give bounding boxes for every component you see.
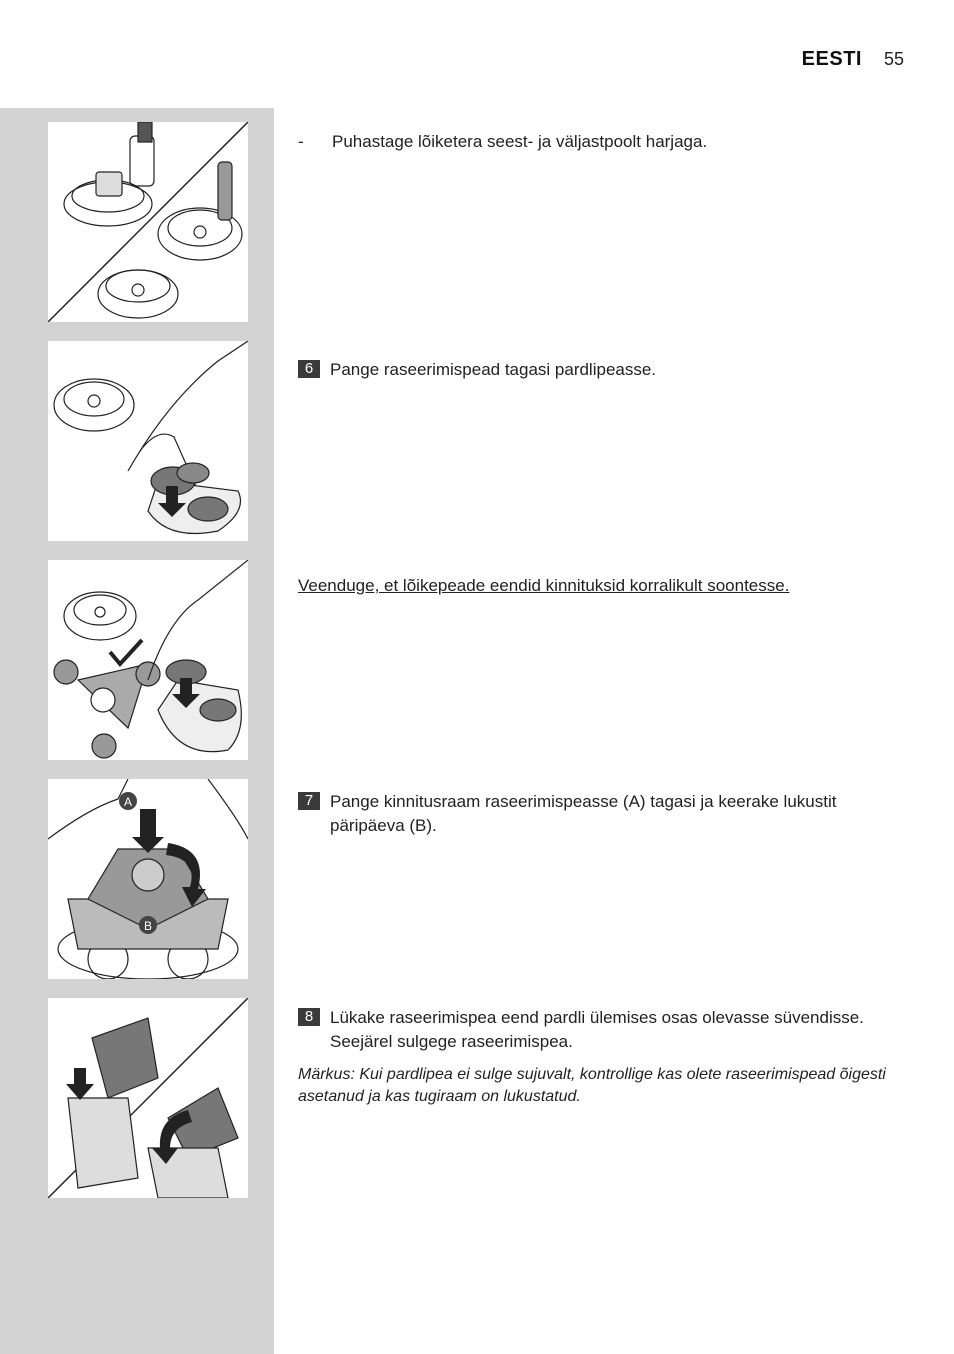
note-text: Märkus: Kui pardlipea ei sulge sujuvalt, kontrollige kas olete raseerimispead õigesti asetanud ja kas tugiraam on lukustatud. — [298, 1066, 886, 1105]
panel-pointer — [248, 122, 274, 148]
step-number: 7 — [298, 792, 320, 810]
page-number: 55 — [883, 49, 904, 69]
tip-notches — [298, 574, 908, 598]
check-notches-drawing — [48, 560, 248, 760]
illustration-retaining-frame — [48, 779, 248, 979]
page-header — [802, 48, 904, 71]
step-7 — [298, 790, 908, 838]
illustration-insert-heads — [48, 341, 248, 541]
step-number: 6 — [298, 360, 320, 378]
step-6 — [298, 358, 908, 382]
bullet-text: Puhastage lõiketera seest- ja väljastpoolt harjaga. — [332, 132, 708, 151]
bullet-cleaning — [298, 130, 908, 154]
step-text: Lükake raseerimispea eend pardli ülemises osas olevasse süvendisse. Seejärel sulgege raseerimispea. — [330, 1008, 864, 1051]
panel-pointer — [248, 560, 274, 586]
illustration-cleaning-brush — [48, 122, 248, 322]
language-label: EESTI — [801, 48, 862, 70]
panel-pointer — [248, 779, 274, 805]
step-8 — [298, 1006, 908, 1108]
step-text: Pange raseerimispead tagasi pardlipeasse. — [330, 360, 657, 379]
retaining-frame-drawing — [48, 779, 248, 979]
step-text: Pange kinnitusraam raseerimispeasse (A) tagasi ja keerake lukustit päripäeva (B). — [330, 792, 837, 835]
bullet-marker: - — [298, 132, 304, 151]
tip-text: Veenduge, et lõikepeade eendid kinnituksid korralikult soontesse. — [298, 576, 790, 595]
step-number: 8 — [298, 1008, 320, 1026]
label-b: B — [143, 919, 153, 933]
illustration-check-notches — [48, 560, 248, 760]
label-a: A — [123, 795, 133, 809]
illustration-close-head — [48, 998, 248, 1198]
panel-pointer — [248, 998, 274, 1024]
cleaning-brush-drawing — [48, 122, 248, 322]
insert-heads-drawing — [48, 341, 248, 541]
close-head-drawing — [48, 998, 248, 1198]
panel-pointer — [248, 341, 274, 367]
